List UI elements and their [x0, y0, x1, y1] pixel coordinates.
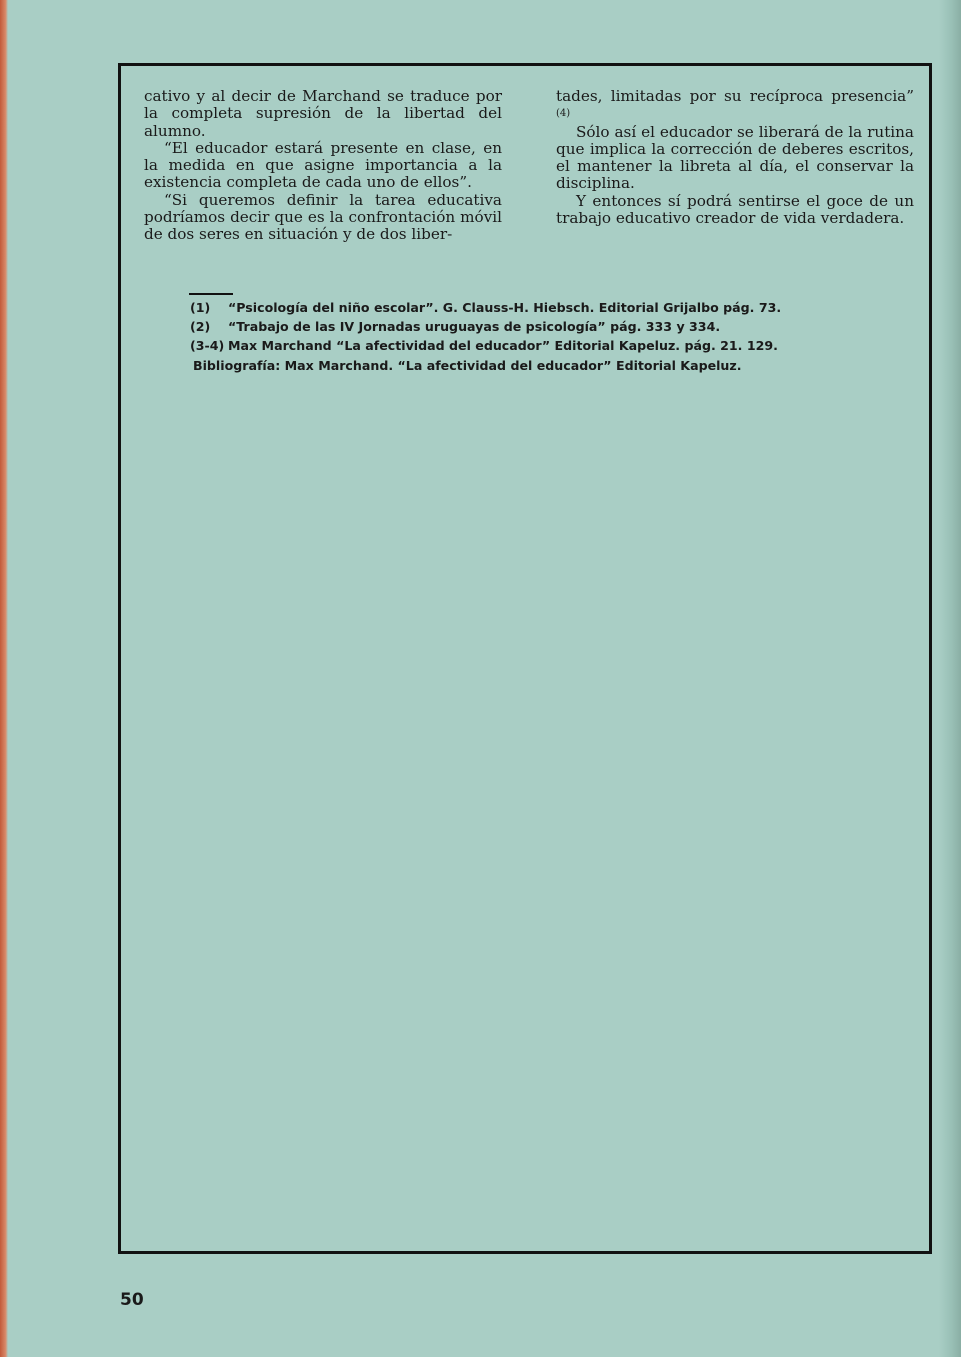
- page-left-edge: [0, 0, 8, 1357]
- footnote-2: [190, 317, 910, 336]
- page-number: 50: [120, 1290, 144, 1310]
- footnote-number: (1): [190, 300, 211, 315]
- left-column: [144, 88, 502, 244]
- footnote-3-4: [190, 336, 910, 355]
- footnote-text: Max Marchand “La afectividad del educador” Editorial Kapeluz. pág. 21. 129.: [228, 338, 778, 353]
- footnote-text: “Psicología del niño escolar”. G. Clauss-H. Hiebsch. Editorial Grijalbo pág. 73.: [228, 300, 782, 315]
- right-paragraph-3: Y entonces sí podrá sentirse el goce de un trabajo educativo creador de vida verdadera.: [556, 191, 914, 228]
- right-paragraph-1: [556, 88, 914, 124]
- footnote-divider: [189, 293, 233, 295]
- left-paragraph-2: “El educador estará presente en clase, en la medida en que asigne importancia a la existencia completa de cada uno de ellos”.: [144, 138, 502, 192]
- bibliography: Bibliografía: Max Marchand. “La afectividad del educador” Editorial Kapeluz.: [193, 358, 742, 373]
- footnote-1: [190, 298, 910, 317]
- footnote-number: (3-4): [190, 338, 225, 353]
- footnotes: [190, 298, 910, 355]
- right-paragraph-2: Sólo así el educador se liberará de la rutina que implica la corrección de deberes escritos, el mantener la libreta al día, el conservar la disciplina.: [556, 122, 914, 193]
- page-right-edge: [939, 0, 961, 1357]
- left-paragraph-3: “Si queremos definir la tarea educativa podríamos decir que es la confrontación móvil de dos seres en situación y de dos liber-: [144, 190, 502, 244]
- right-column: [556, 88, 914, 227]
- footnote-number: (2): [190, 319, 211, 334]
- footnote-text: “Trabajo de las IV Jornadas uruguayas de psicología” pág. 333 y 334.: [228, 319, 721, 334]
- right-paragraph-1-text: tades, limitadas por su recíproca presencia”: [556, 87, 914, 105]
- footnote-ref-4: (4): [556, 108, 571, 120]
- left-paragraph-1: cativo y al decir de Marchand se traduce por la completa supresión de la libertad del alumno.: [144, 87, 502, 140]
